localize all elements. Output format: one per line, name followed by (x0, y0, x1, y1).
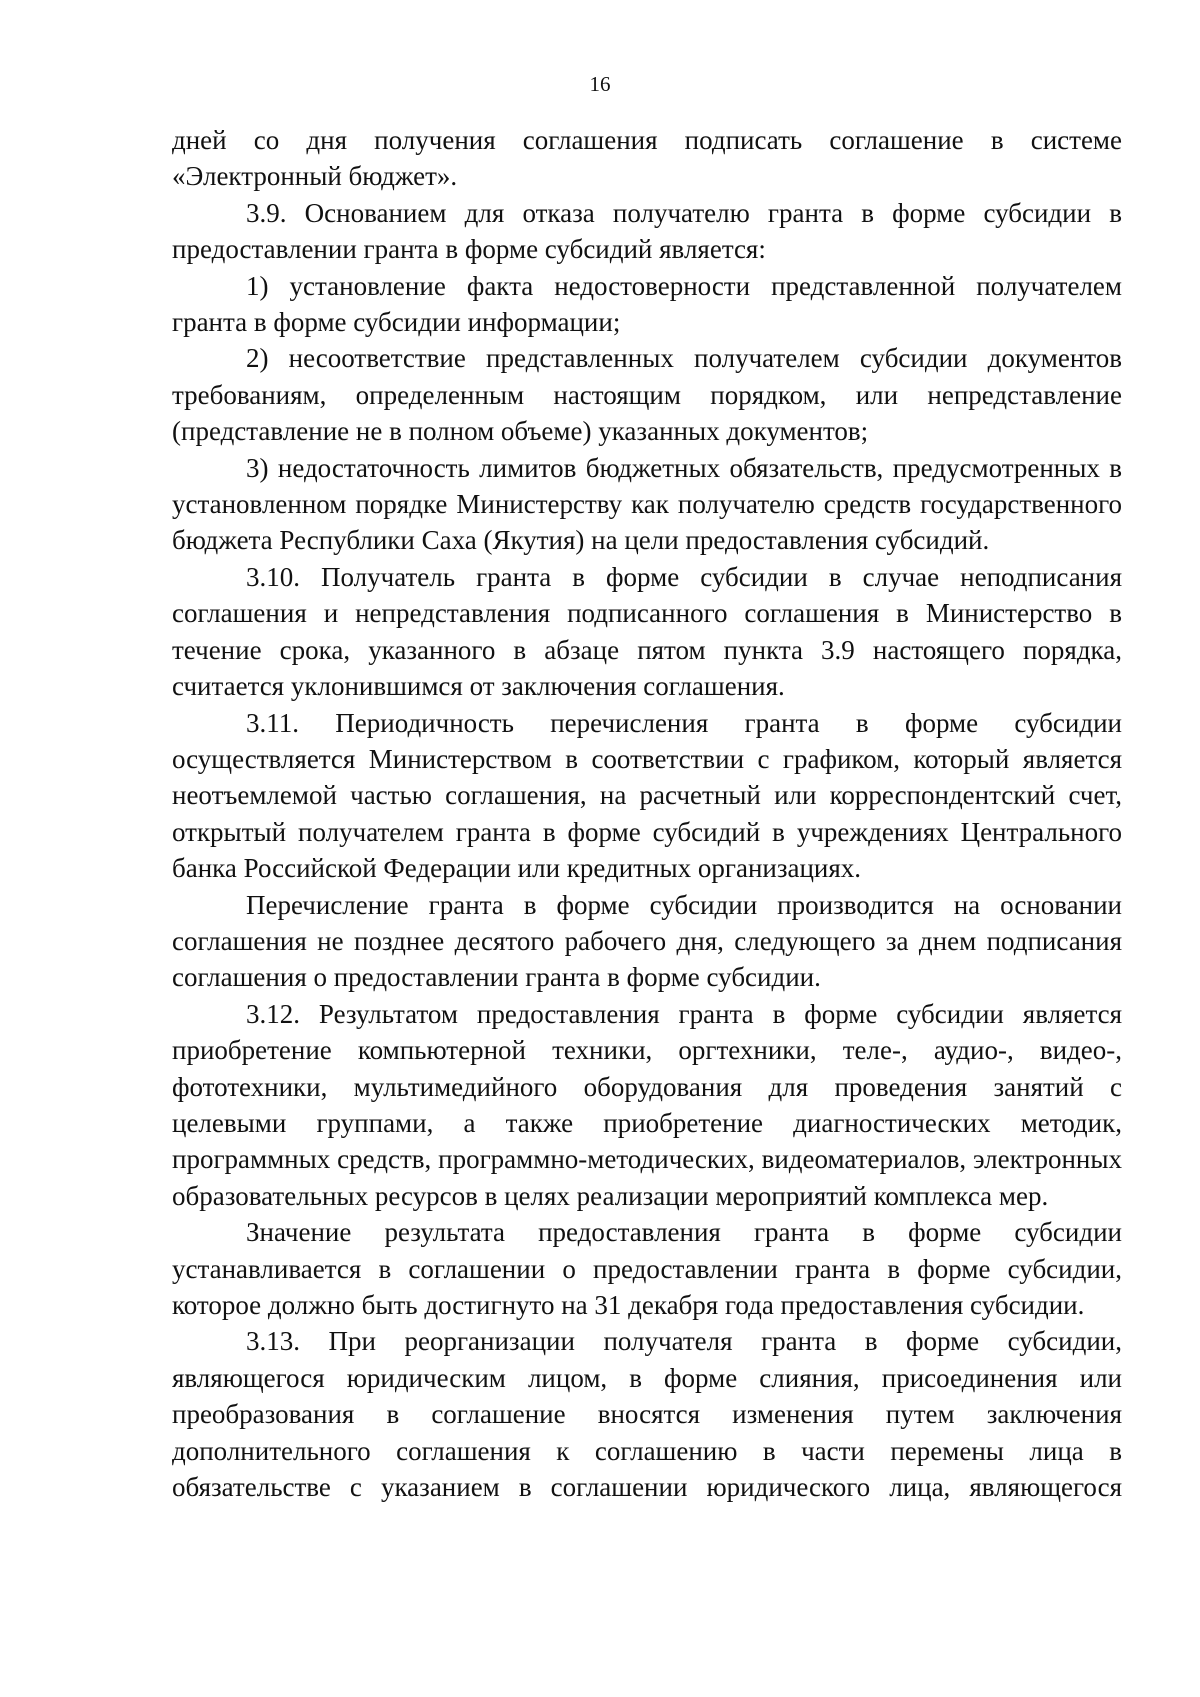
paragraph-3-10: 3.10. Получатель гранта в форме субсидии в случае неподписания соглашения и непредставления подписанного соглашения в Министерство в течение срока, указанного в абзаце пятом пункта 3.9 настоящего порядка, считается уклонившимся от заключения соглашения. (172, 561, 1122, 702)
list-item-2: 2) несоответствие представленных получателем субсидии документов требованиям, определенным настоящим порядком, или непредставление (представление не в полном объеме) указанных документов; (172, 343, 1122, 447)
page-number: 16 (589, 72, 611, 96)
paragraph-continuation: дней со дня получения соглашения подписать соглашение в системе «Электронный бюджет». (172, 125, 1122, 192)
paragraph-3-11: 3.11. Периодичность перечисления гранта в форме субсидии осуществляется Министерством в соответствии с графиком, который является неотъемлемой частью соглашения, на расчетный или корреспондентский счет, открытый получателем гранта в форме субсидий в учреждениях Центрального банка Российской Федерации или кредитных организациях. (172, 707, 1122, 884)
paragraph-3-13: 3.13. При реорганизации получателя гранта в форме субсидии, являющегося юридическим лицом, в форме слияния, присоединения или преобразования в соглашение вносятся изменения путем заключения дополнительного соглашения к соглашению в части перемены лица в обязательстве с указанием в соглашении юридического лица, являющегося (172, 1326, 1122, 1503)
paragraph-result-value: Значение результата предоставления гранта в форме субсидии устанавливается в соглашении о предоставлении гранта в форме субсидии, которое должно быть достигнуто на 31 декабря года предоставления субсидии. (172, 1217, 1122, 1320)
list-item-1: 1) установление факта недостоверности представленной получателем гранта в форме субсидии информации; (172, 270, 1122, 338)
paragraph-3-12: 3.12. Результатом предоставления гранта в форме субсидии является приобретение компьютерной техники, оргтехники, теле-, аудио-, видео-, фототехники, мультимедийного оборудования для проведения занятий с целевыми группами, а также приобретение диагностических методик, программных средств, программно-методических, видеоматериалов, электронных образовательных ресурсов в целях реализации мероприятий комплекса мер. (172, 998, 1122, 1211)
paragraph-3-9: 3.9. Основанием для отказа получателю гранта в форме субсидии в предоставлении гранта в форме субсидий является: (172, 197, 1122, 265)
document-body (172, 122, 1122, 1505)
list-item-3: 3) недостаточность лимитов бюджетных обязательств, предусмотренных в установленном порядке Министерству как получателю средств государственного бюджета Республики Саха (Якутия) на цели предоставления субсидий. (172, 452, 1122, 556)
paragraph-grant-transfer: Перечисление гранта в форме субсидии производится на основании соглашения не позднее десятого рабочего дня, следующего за днем подписания соглашения о предоставлении гранта в форме субсидии. (172, 889, 1122, 993)
